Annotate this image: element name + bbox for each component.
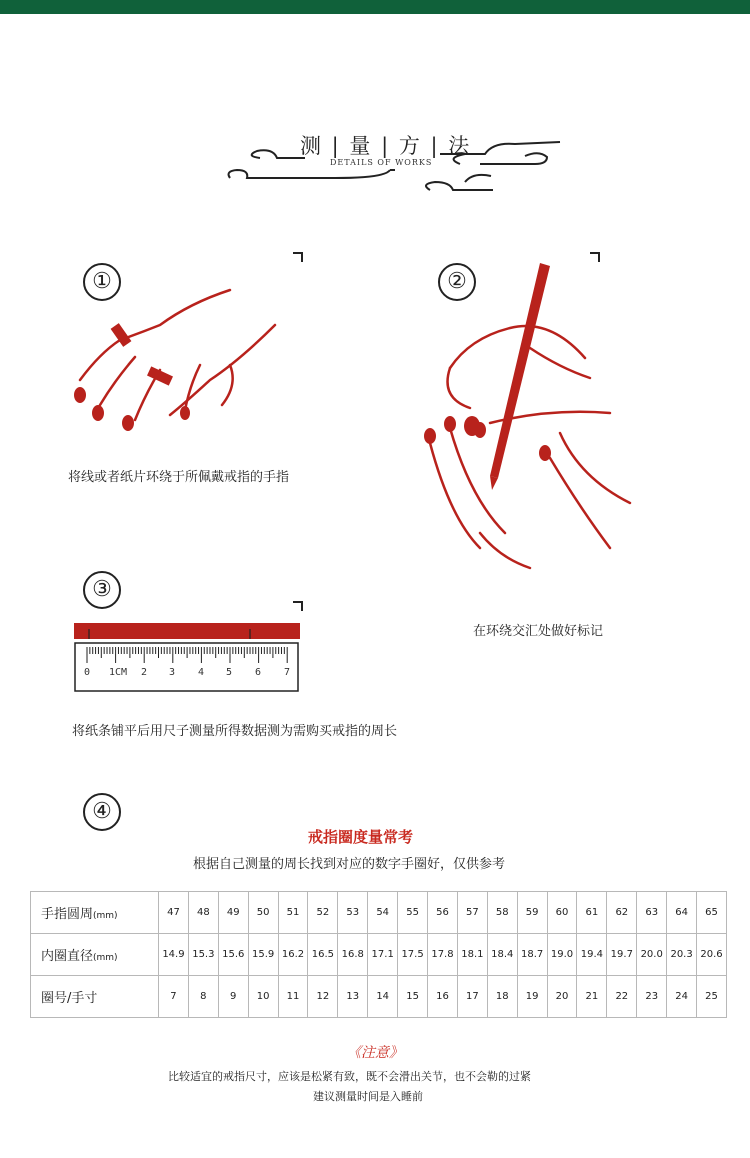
step-2-number: ②	[438, 263, 476, 301]
table-cell: 13	[338, 976, 368, 1018]
table-cell: 15.9	[248, 934, 278, 976]
table-cell: 20.6	[697, 934, 727, 976]
row-label-text: 内圈直径	[41, 949, 94, 964]
table-cell: 61	[577, 892, 607, 934]
table-cell: 18.7	[517, 934, 547, 976]
section-subtitle: DETAILS OF WORKS	[330, 158, 433, 167]
table-cell: 59	[517, 892, 547, 934]
ruler-label: 3	[169, 667, 176, 678]
ruler-labels	[74, 667, 302, 681]
row-unit: (mm)	[93, 911, 118, 921]
table-cell: 9	[218, 976, 248, 1018]
size-chart-title: 戒指圈度量常考	[308, 828, 414, 846]
table-cell: 18	[487, 976, 517, 1018]
table-cell: 20.3	[667, 934, 697, 976]
corner-mark	[293, 252, 303, 262]
size-chart-subtitle: 根据自己测量的周长找到对应的数字手圈好，仅供参考	[193, 857, 506, 872]
table-cell: 14.9	[159, 934, 189, 976]
table-cell: 7	[159, 976, 189, 1018]
step-3-caption: 将纸条铺平后用尺子测量所得数据测为需购买戒指的周长	[72, 724, 398, 739]
table-cell: 18.1	[457, 934, 487, 976]
ruler-label: 5	[226, 667, 233, 678]
step-4-number: ④	[83, 793, 121, 831]
table-cell: 18.4	[487, 934, 517, 976]
ring-size-table	[30, 891, 727, 1018]
row-label	[31, 934, 159, 976]
table-cell: 20.0	[637, 934, 667, 976]
table-cell: 15.6	[218, 934, 248, 976]
table-cell: 12	[308, 976, 338, 1018]
table-cell: 19.4	[577, 934, 607, 976]
notice-line-1: 比较适宜的戒指尺寸，应该是松紧有致，既不会滑出关节，也不会勒的过紧	[168, 1070, 531, 1083]
table-cell: 58	[487, 892, 517, 934]
ruler-label: 1CM	[109, 667, 128, 678]
table-cell: 50	[248, 892, 278, 934]
table-cell: 20	[547, 976, 577, 1018]
row-label-text: 手指圆周	[41, 907, 94, 922]
table-cell: 10	[248, 976, 278, 1018]
table-cell: 17.1	[368, 934, 398, 976]
table-cell: 21	[577, 976, 607, 1018]
notice-title: 《注意》	[347, 1045, 403, 1061]
table-cell: 16	[428, 976, 458, 1018]
ruler-label: 0	[84, 667, 91, 678]
table-cell: 16.8	[338, 934, 368, 976]
table-cell: 19.7	[607, 934, 637, 976]
table-cell: 8	[188, 976, 218, 1018]
table-cell: 52	[308, 892, 338, 934]
table-cell: 51	[278, 892, 308, 934]
table-cell: 22	[607, 976, 637, 1018]
table-cell: 16.5	[308, 934, 338, 976]
table-cell: 64	[667, 892, 697, 934]
table-cell: 54	[368, 892, 398, 934]
table-row	[31, 892, 727, 934]
table-row	[31, 976, 727, 1018]
ruler-label: 2	[141, 667, 148, 678]
table-cell: 48	[188, 892, 218, 934]
table-cell: 57	[457, 892, 487, 934]
table-cell: 15	[398, 976, 428, 1018]
table-cell: 15.3	[188, 934, 218, 976]
table-cell: 49	[218, 892, 248, 934]
row-label-text: 圈号/手寸	[41, 991, 98, 1006]
ruler-label: 7	[284, 667, 291, 678]
corner-mark	[293, 601, 303, 611]
table-cell: 60	[547, 892, 577, 934]
row-label	[31, 892, 159, 934]
step-1-caption: 将线或者纸片环绕于所佩戴戒指的手指	[68, 470, 290, 485]
table-cell: 17.5	[398, 934, 428, 976]
table-cell: 25	[697, 976, 727, 1018]
hand-marking-with-pen-illustration-icon	[410, 258, 640, 578]
step-2-caption: 在环绕交汇处做好标记	[473, 624, 604, 639]
table-cell: 14	[368, 976, 398, 1018]
table-cell: 24	[667, 976, 697, 1018]
table-cell: 53	[338, 892, 368, 934]
table-cell: 19.0	[547, 934, 577, 976]
ruler-label: 6	[255, 667, 262, 678]
row-unit: (mm)	[93, 953, 118, 963]
table-cell: 65	[697, 892, 727, 934]
step-3-number: ③	[83, 571, 121, 609]
table-cell: 11	[278, 976, 308, 1018]
table-cell: 19	[517, 976, 547, 1018]
table-row	[31, 934, 727, 976]
section-title: 测 | 量 | 方 | 法	[300, 134, 472, 158]
table-cell: 17	[457, 976, 487, 1018]
ruler-illustration-icon	[74, 623, 302, 695]
table-cell: 16.2	[278, 934, 308, 976]
notice-line-2: 建议测量时间是入睡前	[313, 1090, 423, 1103]
hand-with-ring-illustration-icon	[60, 285, 290, 435]
table-cell: 17.8	[428, 934, 458, 976]
table-cell: 56	[428, 892, 458, 934]
ruler-label: 4	[198, 667, 205, 678]
cloud-swirl-decoration-icon	[225, 132, 565, 202]
top-green-bar	[0, 0, 750, 14]
table-cell: 62	[607, 892, 637, 934]
step-1-number: ①	[83, 263, 121, 301]
table-cell: 55	[398, 892, 428, 934]
table-cell: 47	[159, 892, 189, 934]
table-cell: 23	[637, 976, 667, 1018]
row-label	[31, 976, 159, 1018]
table-cell: 63	[637, 892, 667, 934]
